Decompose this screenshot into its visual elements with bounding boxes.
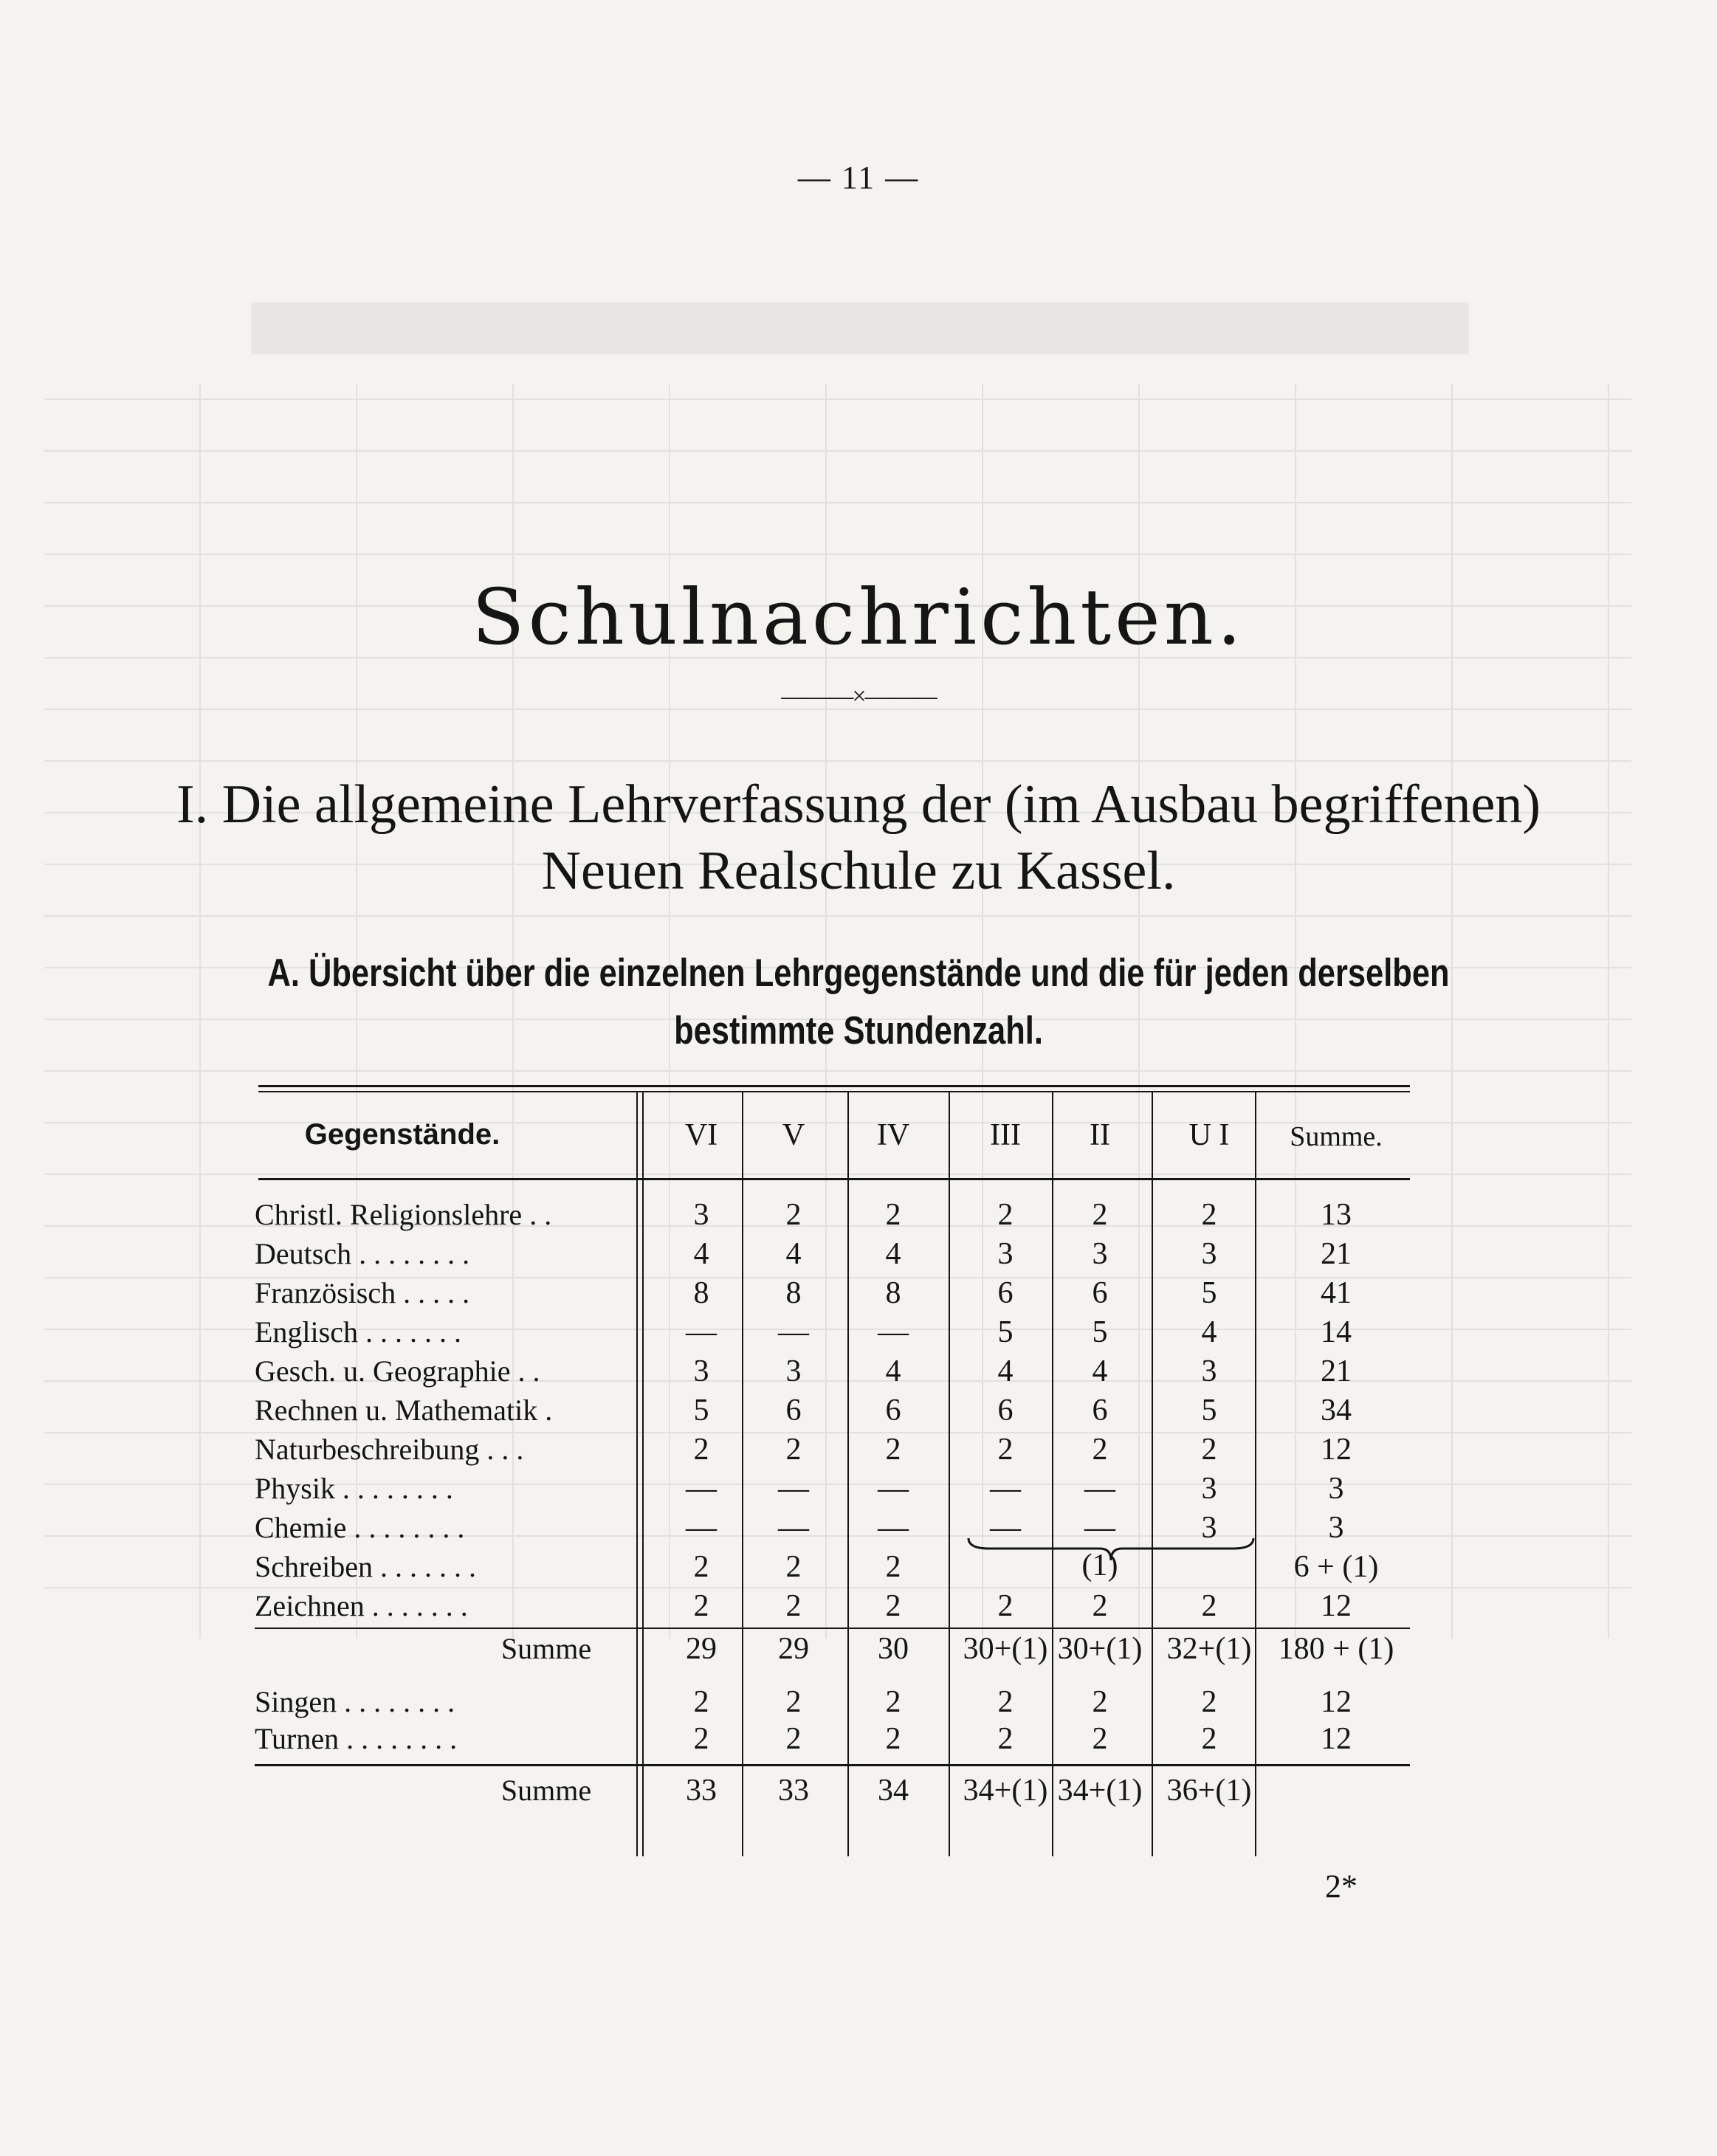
cell-r7-c0: — <box>686 1472 717 1506</box>
subject-row-10: Zeichnen . . . . . . . <box>255 1589 468 1622</box>
extra-r1-c5: 2 <box>1201 1722 1217 1756</box>
cell-r2-c4: 6 <box>1092 1276 1108 1310</box>
cell-r5-c4: 6 <box>1092 1394 1108 1427</box>
summe2-c0: 33 <box>686 1774 717 1808</box>
cell-r8-c2: — <box>878 1511 909 1545</box>
main-title: Schulnachrichten. <box>472 572 1245 662</box>
cell-r2-c5: 5 <box>1201 1276 1217 1310</box>
cell-r3-c1: — <box>778 1315 809 1349</box>
extra-r0-c5: 2 <box>1201 1685 1217 1719</box>
cell-r8-c3: — <box>990 1511 1021 1545</box>
header-class-3: III <box>990 1118 1021 1152</box>
cell-r3-c5: 4 <box>1201 1315 1217 1349</box>
header-class-1: V <box>782 1118 805 1152</box>
extra-subject-1: Turnen . . . . . . . . <box>255 1722 458 1755</box>
extra-r1-c4: 2 <box>1092 1722 1108 1756</box>
extra-r0-c1: 2 <box>785 1685 802 1719</box>
cell-r0-c3: 2 <box>997 1198 1014 1232</box>
cell-r10-c1: 2 <box>785 1589 802 1623</box>
summe2-c3: 34+(1) <box>963 1774 1048 1808</box>
extra-r0-c0: 2 <box>693 1685 709 1719</box>
header-class-4: II <box>1090 1118 1110 1152</box>
cell-r8-c5: 3 <box>1201 1511 1217 1545</box>
cell-r0-c0: 3 <box>693 1198 709 1232</box>
section-title-line-2: Neuen Realschule zu Kassel. <box>541 841 1176 901</box>
extra-r1-c0: 2 <box>693 1722 709 1756</box>
extra-subject-0: Singen . . . . . . . . <box>255 1685 455 1718</box>
summe1-sum: 180 + (1) <box>1278 1632 1394 1666</box>
subject-row-3: Englisch . . . . . . . <box>255 1315 461 1349</box>
subject-row-0: Christl. Religionslehre . . <box>255 1198 552 1231</box>
cell-r7-c2: — <box>878 1472 909 1506</box>
extra-r1-c1: 2 <box>785 1722 802 1756</box>
cell-r9-sum: 6 + (1) <box>1293 1550 1379 1584</box>
extra-r1-c2: 2 <box>885 1722 901 1756</box>
cell-r7-c1: — <box>778 1472 809 1506</box>
summe1-c4: 30+(1) <box>1057 1632 1143 1666</box>
cell-r8-c0: — <box>686 1511 717 1545</box>
cell-r1-c4: 3 <box>1092 1237 1108 1271</box>
cell-r6-c4: 2 <box>1092 1433 1108 1467</box>
summe1-c2: 30 <box>878 1632 909 1666</box>
extra-r0-c4: 2 <box>1092 1685 1108 1719</box>
cell-r6-c2: 2 <box>885 1433 901 1467</box>
cell-r2-c1: 8 <box>785 1276 802 1310</box>
cell-r4-sum: 21 <box>1321 1354 1352 1388</box>
cell-r9-c2: 2 <box>885 1550 901 1584</box>
cell-r6-c0: 2 <box>693 1433 709 1467</box>
summe2-c1: 33 <box>778 1774 809 1808</box>
cell-r4-c1: 3 <box>785 1354 802 1388</box>
table-top-rule <box>258 1085 1410 1087</box>
cell-r5-sum: 34 <box>1321 1394 1352 1427</box>
cell-r0-c2: 2 <box>885 1198 901 1232</box>
table-header-rule <box>258 1178 1410 1180</box>
cell-r6-sum: 12 <box>1321 1433 1352 1467</box>
cell-r5-c1: 6 <box>785 1394 802 1427</box>
header-subject: Gegenstände. <box>304 1118 500 1151</box>
cell-r3-c4: 5 <box>1092 1315 1108 1349</box>
cell-r8-c4: — <box>1084 1511 1115 1545</box>
cell-r8-c1: — <box>778 1511 809 1545</box>
cell-r9-c1: 2 <box>785 1550 802 1584</box>
extra-r0-c3: 2 <box>997 1685 1014 1719</box>
subject-row-2: Französisch . . . . . <box>255 1276 470 1309</box>
summe-rule-1 <box>255 1628 1410 1629</box>
title-separator: ———×——— <box>781 683 936 710</box>
summe-label-2: Summe <box>500 1774 592 1807</box>
cell-r1-c1: 4 <box>785 1237 802 1271</box>
extra-r1-c3: 2 <box>997 1722 1014 1756</box>
summe2-c2: 34 <box>878 1774 909 1808</box>
extra-r0-c2: 2 <box>885 1685 901 1719</box>
cell-r10-c0: 2 <box>693 1589 709 1623</box>
subject-row-9: Schreiben . . . . . . . <box>255 1550 476 1583</box>
summe1-c1: 29 <box>778 1632 809 1666</box>
subsection-title-line-2: bestimmte Stundenzahl. <box>674 1009 1043 1053</box>
cell-r4-c2: 4 <box>885 1354 901 1388</box>
cell-r7-c5: 3 <box>1201 1472 1217 1506</box>
cell-r1-sum: 21 <box>1321 1237 1352 1271</box>
cell-r2-sum: 41 <box>1321 1276 1352 1310</box>
cell-r10-c4: 2 <box>1092 1589 1108 1623</box>
cell-r2-c0: 8 <box>693 1276 709 1310</box>
signature-mark: 2* <box>1325 1868 1358 1904</box>
subject-row-4: Gesch. u. Geographie . . <box>255 1354 540 1388</box>
cell-r10-c5: 2 <box>1201 1589 1217 1623</box>
header-class-5: U I <box>1188 1118 1230 1152</box>
header-sum: Summe. <box>1290 1121 1383 1152</box>
summe-label-1: Summe <box>500 1632 592 1665</box>
cell-r1-c5: 3 <box>1201 1237 1217 1271</box>
cell-r4-c5: 3 <box>1201 1354 1217 1388</box>
section-title-line-1: I. Die allgemeine Lehrverfassung der (im Ausbau begriffenen) <box>176 774 1541 835</box>
header-class-0: VI <box>684 1118 718 1152</box>
cell-r4-c4: 4 <box>1092 1354 1108 1388</box>
subject-row-8: Chemie . . . . . . . . <box>255 1511 465 1544</box>
summe2-c5: 36+(1) <box>1166 1774 1252 1808</box>
summe1-c3: 30+(1) <box>963 1632 1048 1666</box>
cell-r7-sum: 3 <box>1328 1472 1344 1506</box>
cell-r5-c3: 6 <box>997 1394 1014 1427</box>
cell-r4-c3: 4 <box>997 1354 1014 1388</box>
cell-r1-c2: 4 <box>885 1237 901 1271</box>
subject-row-6: Naturbeschreibung . . . <box>255 1433 524 1466</box>
summe1-c5: 32+(1) <box>1166 1632 1252 1666</box>
cell-r1-c3: 3 <box>997 1237 1014 1271</box>
cell-r0-c4: 2 <box>1092 1198 1108 1232</box>
cell-r3-c2: — <box>878 1315 909 1349</box>
cell-r6-c1: 2 <box>785 1433 802 1467</box>
cell-r2-c3: 6 <box>997 1276 1014 1310</box>
subsection-title-line-1: A. Übersicht über die einzelnen Lehrgegenstände und die für jeden derselben <box>267 951 1450 995</box>
cell-r8-sum: 3 <box>1328 1511 1344 1545</box>
subject-row-5: Rechnen u. Mathematik . <box>255 1394 553 1427</box>
extra-r0-sum: 12 <box>1321 1685 1352 1719</box>
subject-row-7: Physik . . . . . . . . <box>255 1472 453 1505</box>
summe1-c0: 29 <box>686 1632 717 1666</box>
cell-r10-sum: 12 <box>1321 1589 1352 1623</box>
cell-r3-c3: 5 <box>997 1315 1014 1349</box>
cell-r0-c5: 2 <box>1201 1198 1217 1232</box>
cell-r10-c3: 2 <box>997 1589 1014 1623</box>
cell-r5-c0: 5 <box>693 1394 709 1427</box>
cell-r7-c3: — <box>990 1472 1021 1506</box>
cell-r9-c4: (1) <box>1081 1549 1118 1582</box>
cell-r3-c0: — <box>686 1315 717 1349</box>
cell-r5-c2: 6 <box>885 1394 901 1427</box>
cell-r3-sum: 14 <box>1321 1315 1352 1349</box>
subject-row-1: Deutsch . . . . . . . . <box>255 1237 470 1270</box>
summe2-c4: 34+(1) <box>1057 1774 1143 1808</box>
page-number: — 11 — <box>797 159 920 196</box>
cell-r6-c3: 2 <box>997 1433 1014 1467</box>
cell-r0-c1: 2 <box>785 1198 802 1232</box>
header-class-2: IV <box>876 1118 910 1152</box>
cell-r4-c0: 3 <box>693 1354 709 1388</box>
cell-r2-c2: 8 <box>885 1276 901 1310</box>
cell-r9-c0: 2 <box>693 1550 709 1584</box>
cell-r5-c5: 5 <box>1201 1394 1217 1427</box>
summe-rule-2 <box>255 1764 1410 1766</box>
extra-r1-sum: 12 <box>1321 1722 1352 1756</box>
cell-r6-c5: 2 <box>1201 1433 1217 1467</box>
cell-r0-sum: 13 <box>1321 1198 1352 1232</box>
cell-r10-c2: 2 <box>885 1589 901 1623</box>
cell-r7-c4: — <box>1084 1472 1115 1506</box>
table-top-rule-2 <box>258 1091 1410 1092</box>
cell-r1-c0: 4 <box>693 1237 709 1271</box>
